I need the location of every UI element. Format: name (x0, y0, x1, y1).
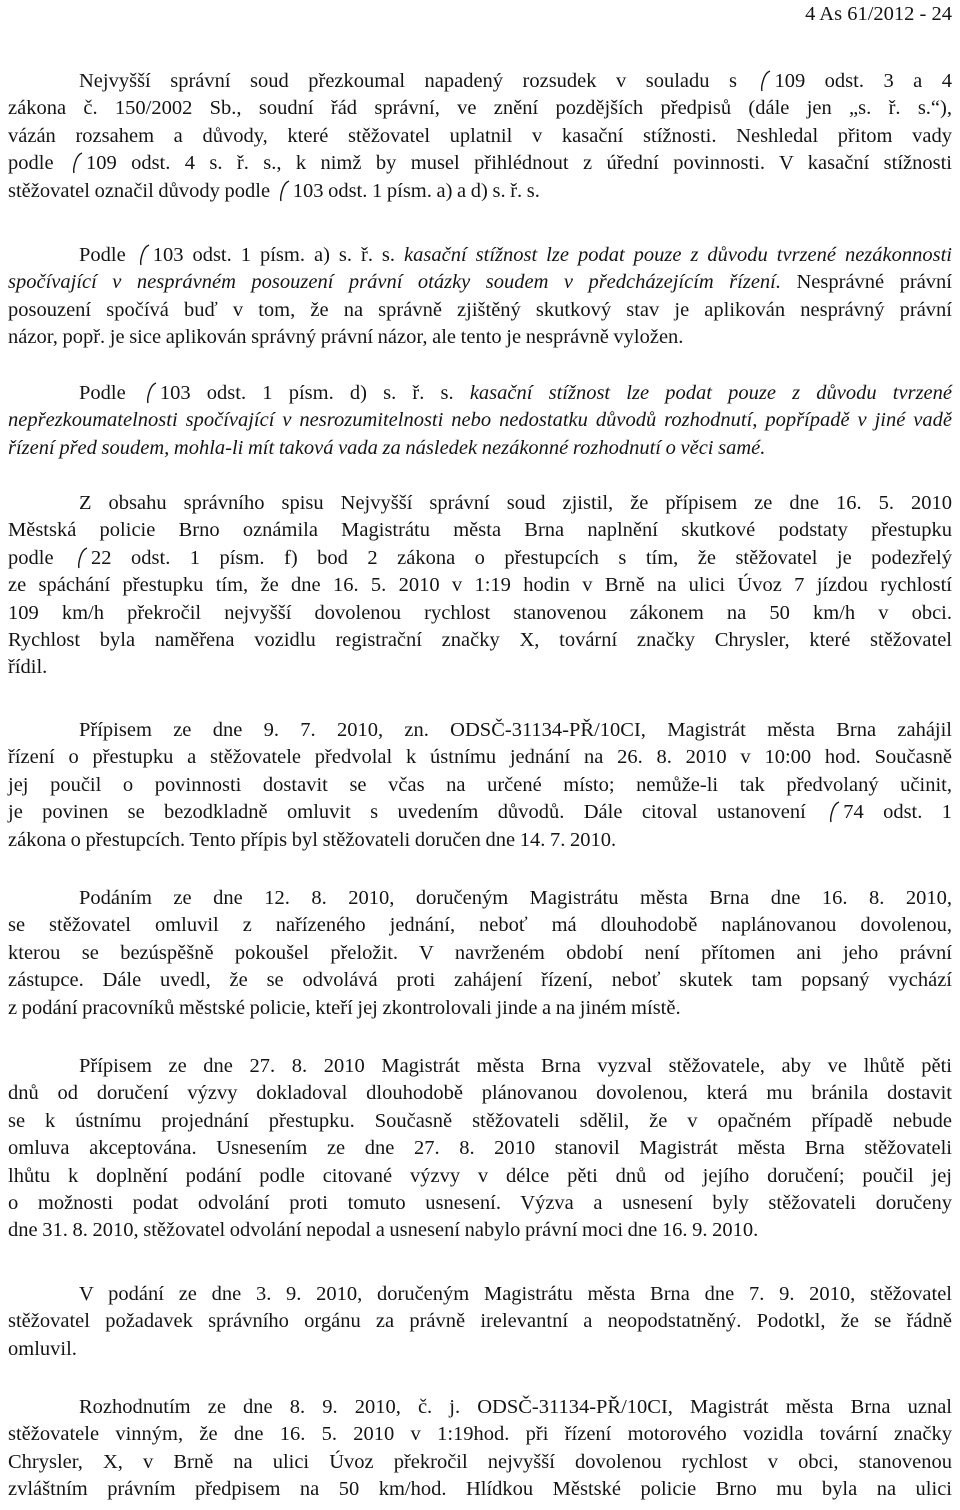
section-sign-icon (146, 382, 158, 404)
paragraph-review-scope: Nejvyšší správní soud přezkoumal napadený rozsudek v souladu s 109 odst. 3 a 4 zákona č. 150/2002 Sb., soudní řád správní, ve znění pozdějších předpisů (dále jen „s. ř. s.“), vázán rozsahem a důvody, které stěžovatel uplatnil v kasační stížnosti. Neshledal přitom vady podle 109 odst. 4 s. ř. s., k nimž by musel přihlédnout z úřední povinnosti. V kasační stížnosti stěžovatel označil důvody podle 103 odst. 1 písm. a) a d) s. ř. s. (8, 70, 952, 202)
section-sign-icon (760, 70, 772, 92)
paragraph-file-contents: Z obsahu správního spisu Nejvyšší správní soud zjistil, že přípisem ze dne 16. 5. 2010 Městská policie Brno oznámila Magistrátu města Brna naplnění skutkové podstaty přestupku podle 22 odst. 1 písm. f) bod 2 zákona o přestupcích s tím, že stěžovatel je podezřelý ze spáchání přestupku tím, že dne 16. 5. 2010 v 1:19 hodin v Brně na ulici Úvoz 7 jízdou rychlostí 109 km/h překročil nejvyšší dovolenou rychlost stanovenou zákonem na 50 km/h v obci. Rychlost byla naměřena vozidlu registrační značky X, tovární značky Chrysler, které stěžovatel řídil. (8, 492, 952, 679)
paragraph-ground-d: Podle 103 odst. 1 písm. d) s. ř. s. kasační stížnost lze podat pouze z důvodu tvrzené nepřezkoumatelnosti spočívající v nesrozumitelnosti nebo nedostatku důvodů rozhodnutí, popřípadě v jiné vadě řízení před soudem, mohla-li mít taková vada za následek nezákonné rozhodnutí o věci samé. (8, 382, 952, 459)
section-sign-icon (77, 547, 89, 569)
paragraph-submission: V podání ze dne 3. 9. 2010, doručeným Magistrátu města Brna dne 7. 9. 2010, stěžovatel stěžovatel požadavek správního orgánu za právně irelevantní a neopodstatněný. Podotkl, že se řádně omluvil. (8, 1283, 952, 1360)
paragraph-excuse: Podáním ze dne 12. 8. 2010, doručeným Magistrátu města Brna dne 16. 8. 2010, se stěžovatel omluvil z nařízeného jednání, neboť má dlouhodobě naplánovanou dovolenou, kterou se bezúspěšně pokoušel přeložit. V navrženém období není přítomen ani jeho právní zástupce. Dále uvedl, že se odvolává proti zahájení řízení, neboť skutek tam popsaný vychází z podání pracovníků městské policie, kteří jej zkontrolovali jinde a na jiném místě. (8, 887, 952, 1019)
paragraph-decision: Rozhodnutím ze dne 8. 9. 2010, č. j. ODSČ-31134-PŘ/10CI, Magistrát města Brna uznal stěžovatele vinným, že dne 16. 5. 2010 v 1:19hod. při řízení motorového vozidla tovární značky Chrysler, X, v Brně na ulici Úvoz překročil nejvyšší dovolenou rychlost v obci, stanovenou zvláštním právním předpisem na 50 km/hod. Hlídkou Městské policie Brno mu byla na ulici (8, 1396, 952, 1501)
section-sign-icon (72, 152, 84, 174)
paragraph-ground-a: Podle 103 odst. 1 písm. a) s. ř. s. kasační stížnost lze podat pouze z důvodu tvrzené nezákonnosti spočívající v nesprávném posouzení právní otázky soudem v předcházejícím řízení. Nesprávné právní posouzení spočívá buď v tom, že na správně zjištěný skutkový stav je aplikován nesprávný právní názor, popř. je sice aplikován správný právní názor, ale tento je nesprávně vyložen. (8, 244, 953, 349)
section-sign-icon (829, 801, 841, 823)
paragraph-request: Přípisem ze dne 27. 8. 2010 Magistrát města Brna vyzval stěžovatele, aby ve lhůtě pěti dnů od doručení výzvy dokladoval dlouhodobě plánovanou dovolenou, která mu bránila dostavit se k ústnímu projednání přestupku. Současně stěžovateli sdělil, že v opačném případě nebude omluva akceptována. Usnesením ze dne 27. 8. 2010 stanovil Magistrát města Brna stěžovateli lhůtu k doplnění podání podle citované výzvy v délce pěti dnů od jejího doručení; poučil jej o možnosti podat odvolání proti tomuto usnesení. Výzva a usnesení byly stěžovateli doručeny dne 31. 8. 2010, stěžovatel odvolání nepodal a usnesení nabylo právní moci dne 16. 9. 2010. (8, 1055, 952, 1242)
section-sign-icon (139, 244, 151, 266)
case-reference: 4 As 61/2012 - 24 (805, 3, 952, 25)
section-sign-icon (279, 180, 291, 202)
paragraph-summons: Přípisem ze dne 9. 7. 2010, zn. ODSČ-31134-PŘ/10CI, Magistrát města Brna zahájil řízení o přestupku a stěžovatele předvolal k ústnímu jednání na 26. 8. 2010 v 10:00 hod. Současně jej poučil o povinnosti dostavit se včas na určené místo; nemůže-li tak předvolaný učinit, je povinen se bezodkladně omluvit s uvedením důvodů. Dále citoval ustanovení 74 odst. 1 zákona o přestupcích. Tento přípis byl stěžovateli doručen dne 14. 7. 2010. (8, 719, 952, 851)
